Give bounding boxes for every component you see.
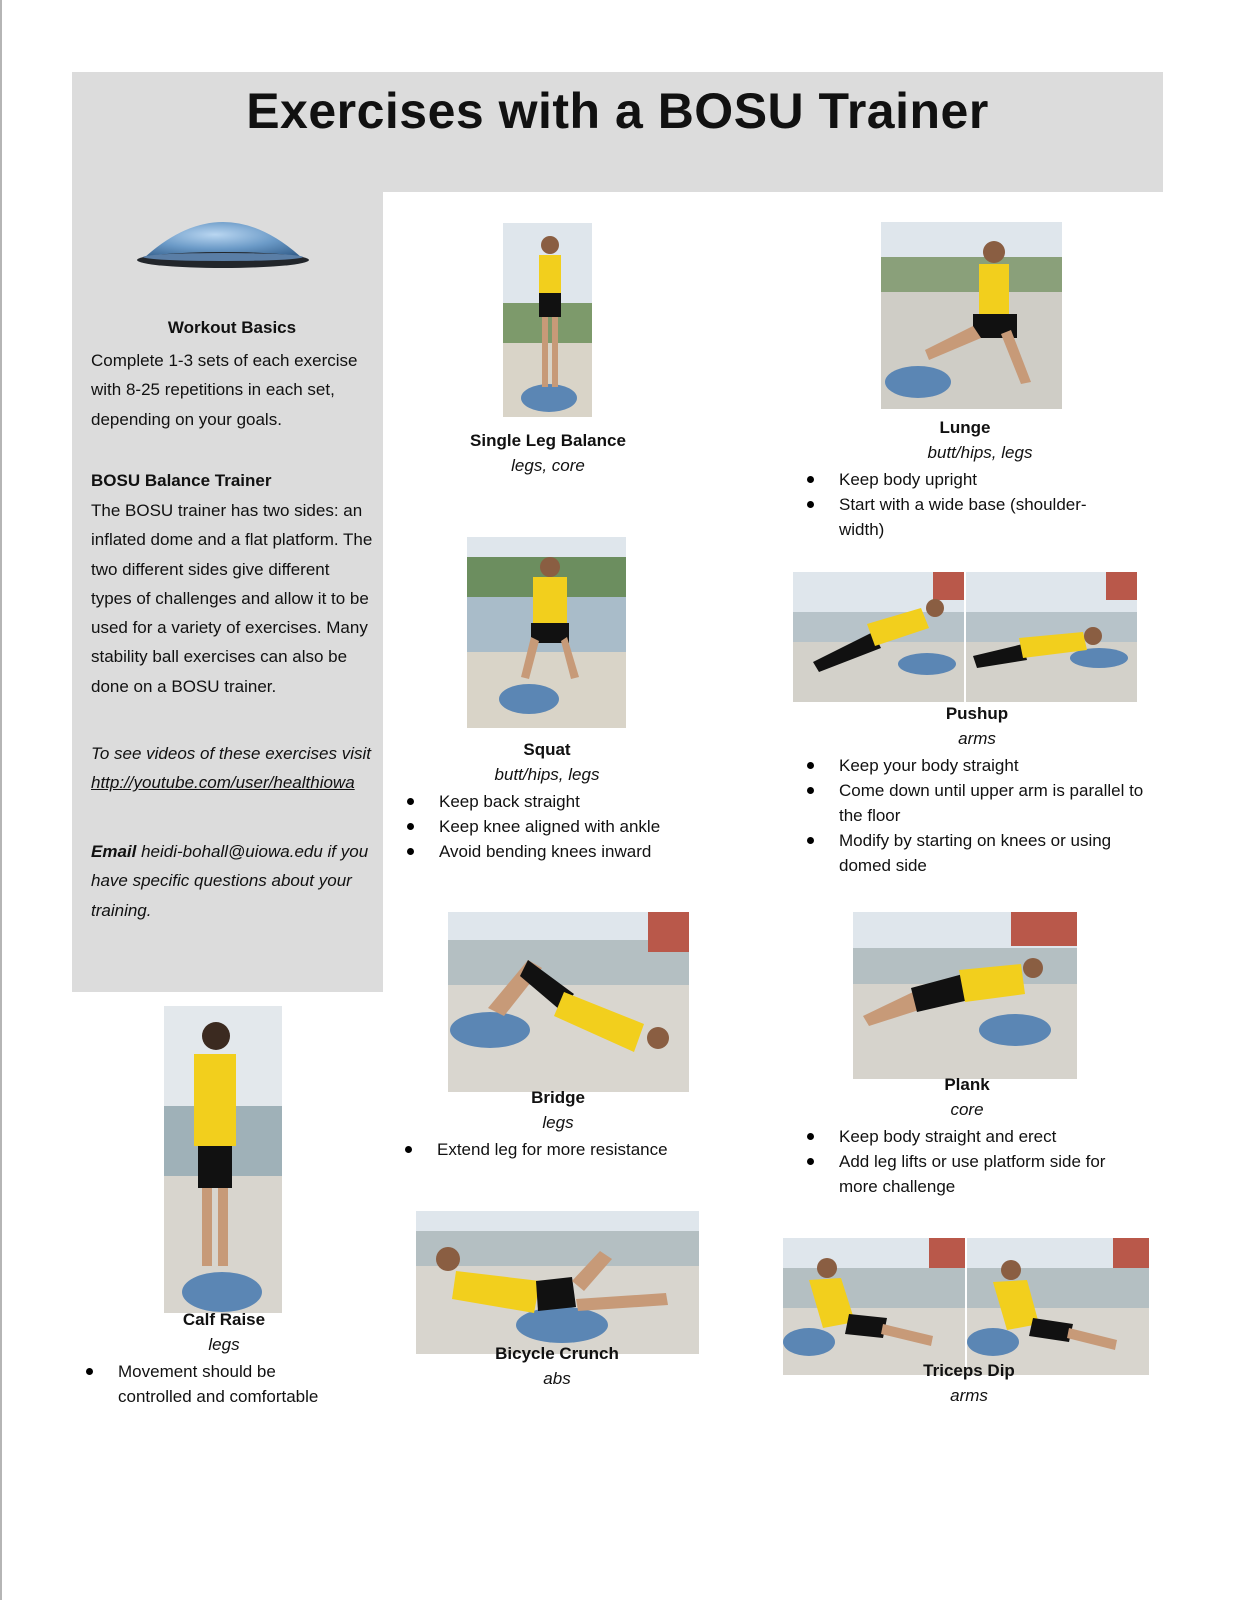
- email-address: heidi-bohall@uiowa.edu if you have specific questions about your training.: [91, 842, 369, 920]
- lunge-photo: [881, 222, 1062, 409]
- calf-raise-tips: [82, 1359, 352, 1409]
- list-item: Add leg lifts or use platform side for more challenge: [803, 1149, 1143, 1199]
- lunge-title: Lunge: [939, 418, 991, 437]
- lunge-targets: butt/hips, legs: [927, 443, 1033, 462]
- list-item: Keep back straight: [403, 789, 733, 814]
- pushup-targets: arms: [958, 729, 996, 748]
- triceps-dip-targets: arms: [950, 1386, 988, 1405]
- squat-targets: butt/hips, legs: [494, 765, 600, 784]
- list-item: Come down until upper arm is parallel to the floor: [803, 778, 1163, 828]
- calf-raise-photo: [164, 1006, 282, 1313]
- bicycle-crunch-targets: abs: [543, 1369, 571, 1388]
- list-item: Start with a wide base (shoulder-width): [803, 492, 1118, 542]
- videos-note: To see videos of these exercises visit http://youtube.com/user/healthiowa: [91, 744, 372, 793]
- plank-photo: [853, 912, 1077, 1079]
- list-item: Modify by starting on knees or using domed side: [803, 828, 1163, 878]
- list-item: Keep body upright: [803, 467, 1118, 492]
- list-item: Keep your body straight: [803, 753, 1163, 778]
- list-item: Keep body straight and erect: [803, 1124, 1143, 1149]
- list-item: Extend leg for more resistance: [401, 1137, 721, 1162]
- workout-basics-heading: Workout Basics: [167, 318, 297, 337]
- squat-title: Squat: [523, 740, 571, 759]
- plank-tips: [803, 1124, 1143, 1199]
- page-edge: [0, 0, 2, 1600]
- pushup-photo: [793, 572, 1137, 702]
- triceps-dip-title: Triceps Dip: [923, 1361, 1015, 1380]
- workout-basics-text: Complete 1-3 sets of each exercise with 8-25 repetitions in each set, depending on your goals.: [91, 351, 358, 429]
- single-leg-balance-photo: [503, 223, 592, 417]
- plank-title: Plank: [944, 1075, 990, 1094]
- bosu-trainer-heading: BOSU Balance Trainer: [91, 471, 272, 490]
- bosu-trainer-text: The BOSU trainer has two sides: an inflated dome and a flat platform. The two different sides give different types of challenges and allow it to be used for a variety of exercises. Many stability ball exercises can also be done on a BOSU trainer.: [91, 501, 373, 696]
- list-item: Movement should be controlled and comfortable: [82, 1359, 352, 1409]
- bridge-tips: [401, 1137, 721, 1162]
- page-title: Exercises with a BOSU Trainer: [246, 83, 989, 139]
- triceps-dip-photo: [783, 1238, 1149, 1375]
- plank-targets: core: [950, 1100, 984, 1119]
- email-note: Email heidi-bohall@uiowa.edu if you have specific questions about your training.: [91, 842, 369, 920]
- squat-photo: [467, 537, 626, 728]
- pushup-tips: [803, 753, 1163, 878]
- squat-tips: [403, 789, 733, 864]
- single-leg-balance-targets: legs, core: [511, 456, 585, 475]
- youtube-link[interactable]: http://youtube.com/user/healthiowa: [91, 773, 355, 793]
- bicycle-crunch-photo: [416, 1211, 699, 1354]
- lunge-tips: [803, 467, 1118, 542]
- bicycle-crunch-title: Bicycle Crunch: [495, 1344, 619, 1363]
- single-leg-balance-title: Single Leg Balance: [470, 431, 626, 450]
- bridge-targets: legs: [542, 1113, 574, 1132]
- bosu-dome-image: [136, 196, 310, 274]
- bridge-title: Bridge: [531, 1088, 585, 1107]
- list-item: Keep knee aligned with ankle: [403, 814, 733, 839]
- list-item: Avoid bending knees inward: [403, 839, 733, 864]
- calf-raise-title: Calf Raise: [182, 1310, 266, 1329]
- calf-raise-targets: legs: [208, 1335, 240, 1354]
- pushup-title: Pushup: [945, 704, 1009, 723]
- bridge-photo: [448, 912, 689, 1092]
